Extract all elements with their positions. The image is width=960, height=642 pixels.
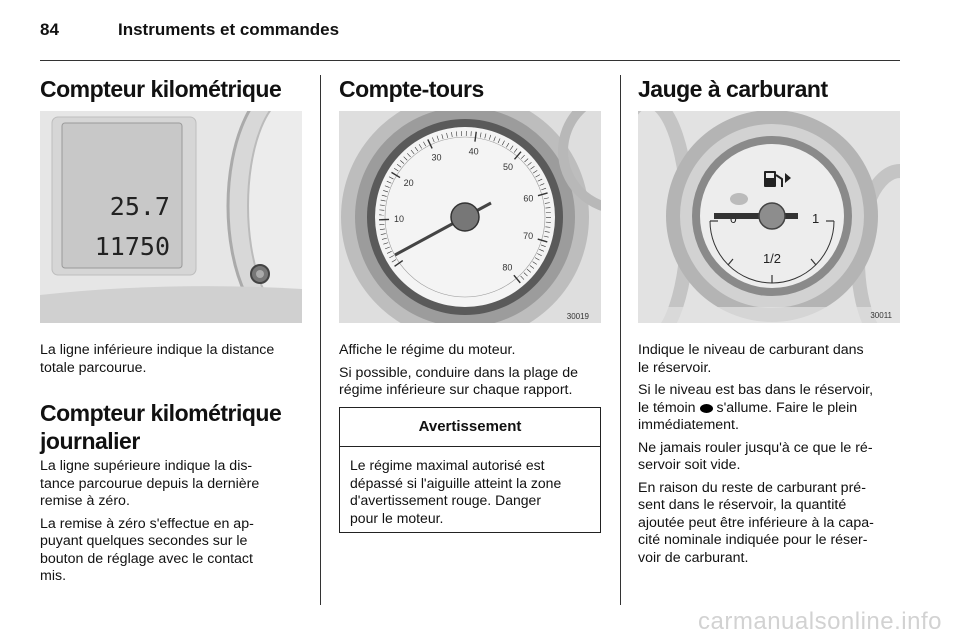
page-header xyxy=(40,20,900,50)
tachometer-dial-label: 70 xyxy=(523,231,534,242)
odometer-paragraph: La ligne inférieure indique la distance totale parcourue. xyxy=(40,342,275,376)
tachometer-dial-label: 60 xyxy=(523,193,534,204)
warning-box xyxy=(339,407,601,533)
trip-paragraph-2: La remise à zéro s'effectue en ap- puyant quelques secondes sur le bouton de réglage avec le contact mis. xyxy=(40,515,254,584)
warning-text: Le régime maximal autorisé est dépassé si l'aiguille atteint la zone d'avertissement rouge. Danger pour le moteur. xyxy=(350,457,562,526)
fuel-figure-code: 30011 xyxy=(870,311,892,320)
tachometer-hub xyxy=(451,203,479,231)
trip-heading: Compteur kilométrique journalier xyxy=(40,400,282,454)
page-title: Instruments et commandes xyxy=(118,20,340,39)
warning-title: Avertissement xyxy=(340,408,600,447)
tachometer-figure xyxy=(339,111,601,323)
low-fuel-indicator-icon xyxy=(700,404,713,413)
fuel-half-label: 1/2 xyxy=(762,251,782,266)
tachometer-dial-label: 20 xyxy=(403,177,414,188)
column-fuel-gauge xyxy=(638,75,900,103)
header-rule xyxy=(40,60,900,61)
odometer-text xyxy=(40,342,310,377)
trip-reading: 25.7 xyxy=(109,192,170,221)
column-odometer xyxy=(40,75,302,103)
column-divider-1 xyxy=(320,75,321,605)
tachometer-dial-label: 40 xyxy=(468,146,479,157)
watermark: carmanualsonline.info xyxy=(698,608,942,635)
odometer-reading: 11750 xyxy=(94,232,170,261)
tachometer-dial-label: 10 xyxy=(394,214,405,225)
trip-section xyxy=(40,399,310,586)
tachometer-illustration xyxy=(339,111,601,323)
tachometer-paragraph-2: Si possible, conduire dans la plage de régime inférieure sur chaque rapport. xyxy=(339,364,578,398)
fuel-paragraph-1: Indique le niveau de carburant dans le réservoir. xyxy=(638,342,864,376)
odometer-illustration xyxy=(40,111,302,323)
tachometer-dial-label: 30 xyxy=(431,152,442,163)
fuel-paragraph-3: Ne jamais rouler jusqu'à ce que le ré- servoir soit vide. xyxy=(638,439,873,473)
fuel-paragraph-4: En raison du reste de carburant pré- sent dans le réservoir, la quantité ajoutée peut être inférieure à la capa- cité nominale indiquée pour le réser- voir de carburant. xyxy=(638,479,874,566)
tachometer-paragraph-1: Affiche le régime du moteur. xyxy=(339,342,516,358)
column-tachometer xyxy=(339,75,601,103)
tachometer-dial-label: 80 xyxy=(502,262,513,273)
odometer-heading: Compteur kilométrique xyxy=(40,76,282,102)
page-number: 84 xyxy=(40,20,59,39)
odometer-figure xyxy=(40,111,302,323)
column-divider-2 xyxy=(620,75,621,605)
fuel-full-label: 1 xyxy=(812,211,820,226)
tachometer-heading: Compte-tours xyxy=(339,76,484,102)
fuel-gauge-figure xyxy=(638,111,900,323)
trip-paragraph-1: La ligne supérieure indique la dis- tance parcourue depuis la dernière remise à zéro. xyxy=(40,458,260,509)
tachometer-figure-code: 30019 xyxy=(566,312,589,321)
fuel-paragraph-2: Si le niveau est bas dans le réservoir, le témoin s'allume. Faire le plein immédiatement. xyxy=(638,382,874,433)
fuel-gauge-heading: Jauge à carburant xyxy=(638,76,828,102)
tachometer-text xyxy=(339,342,609,400)
tachometer-dial-label: 50 xyxy=(502,161,513,172)
fuel-gauge-illustration xyxy=(638,111,900,323)
fuel-text xyxy=(638,342,908,567)
